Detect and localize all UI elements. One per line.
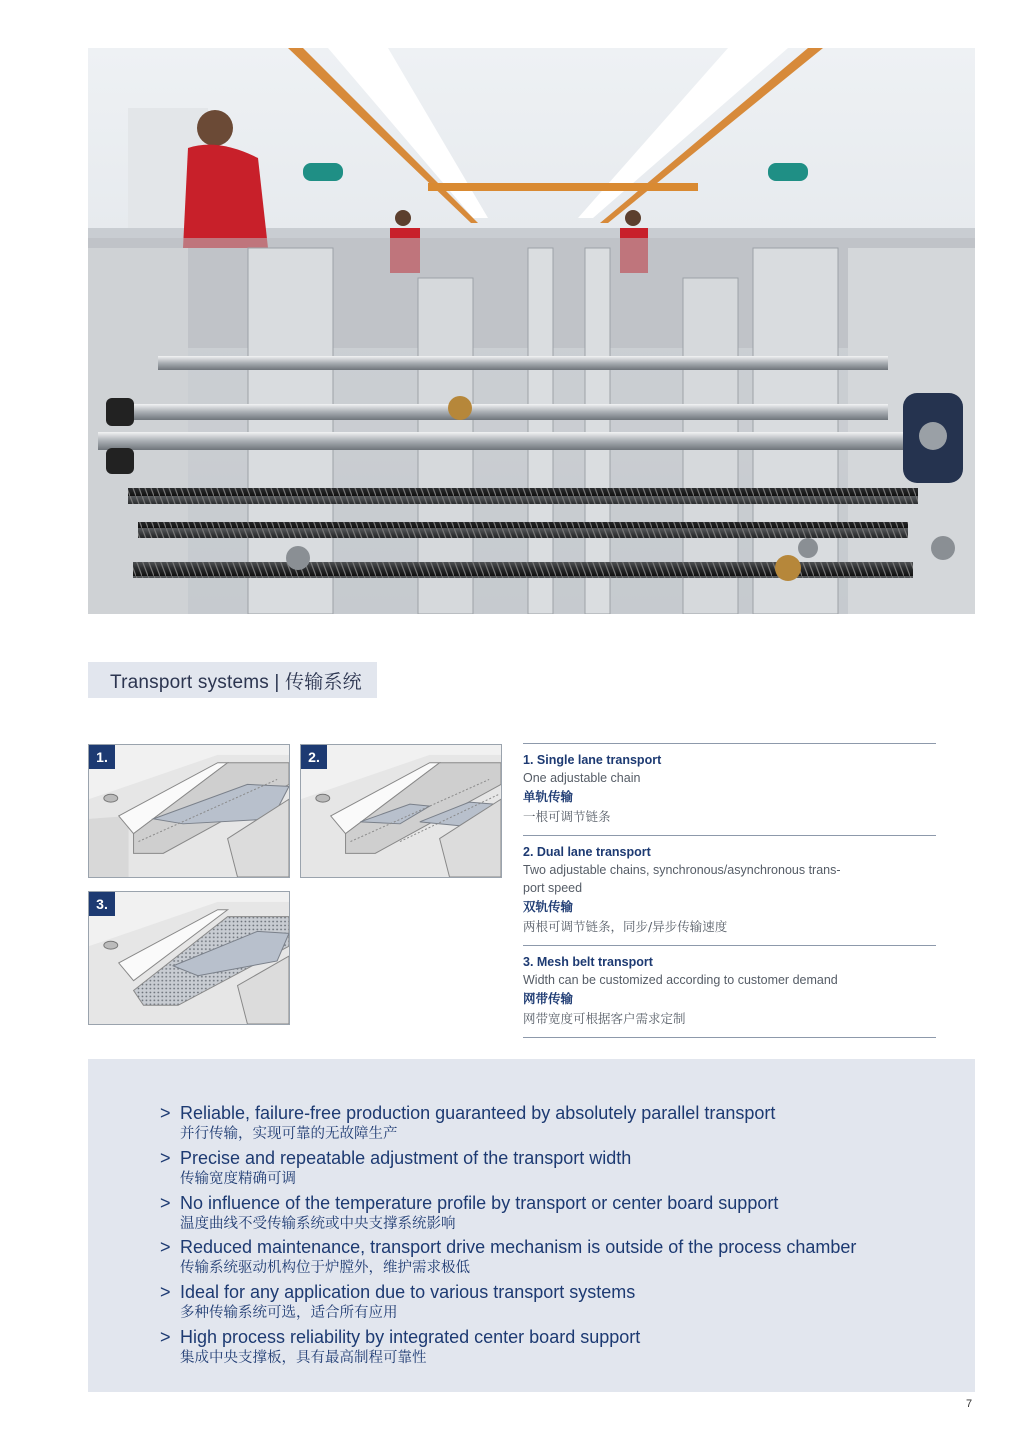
spec-description: One adjustable chain — [523, 771, 641, 785]
spec-description-cn: 网带宽度可根据客户需求定制 — [523, 1011, 686, 1026]
single-lane-illustration — [89, 745, 289, 877]
spec-description-cn: 两根可调节链条，同步/异步传输速度 — [523, 919, 728, 934]
diagram-single-lane — [88, 744, 290, 878]
diagram-number: 3. — [89, 892, 115, 916]
mesh-belt-illustration — [89, 892, 289, 1024]
chevron-right-icon: > — [160, 1327, 171, 1347]
spec-title: 2. Dual lane transport — [523, 845, 651, 859]
chevron-right-icon: > — [160, 1103, 171, 1123]
spec-item-dual-lane — [523, 835, 936, 945]
diagram-number: 2. — [301, 745, 327, 769]
spec-title-cn: 网带传输 — [523, 991, 574, 1006]
benefit-text: High process reliability by integrated center board support — [180, 1327, 641, 1347]
section-title: Transport systems | 传输系统 — [88, 662, 377, 698]
spec-title-cn: 单轨传输 — [523, 789, 574, 804]
transport-spec-list — [523, 743, 936, 1038]
benefit-text-cn: 传输宽度精确可调 — [180, 1171, 296, 1187]
spec-description: Width can be customized according to customer demand — [523, 973, 838, 987]
spec-description-line2: port speed — [523, 881, 583, 895]
benefit-text: Ideal for any application due to various transport systems — [180, 1282, 636, 1302]
benefit-text-cn: 传输系统驱动机构位于炉膛外，维护需求极低 — [180, 1260, 470, 1276]
benefit-text: Reduced maintenance, transport drive mechanism is outside of the process chamber — [180, 1237, 857, 1257]
spec-item-mesh-belt — [523, 945, 936, 1038]
benefit-text-cn: 温度曲线不受传输系统或中央支撑系统影响 — [180, 1216, 456, 1232]
benefit-text: No influence of the temperature profile by transport or center board support — [180, 1193, 779, 1213]
chevron-right-icon: > — [160, 1148, 171, 1168]
diagram-number: 1. — [89, 745, 115, 769]
spec-title-cn: 双轨传输 — [523, 899, 574, 914]
page-number: 7 — [966, 1398, 973, 1410]
benefits-panel — [88, 1059, 975, 1392]
diagram-dual-lane — [300, 744, 502, 878]
benefit-text-cn: 多种传输系统可选，适合所有应用 — [180, 1305, 398, 1321]
chevron-right-icon: > — [160, 1193, 171, 1213]
spec-description-cn: 一根可调节链条 — [523, 809, 611, 824]
spec-description-line1: Two adjustable chains, synchronous/asynchronous trans- — [523, 863, 841, 877]
chevron-right-icon: > — [160, 1282, 171, 1302]
spec-title: 3. Mesh belt transport — [523, 955, 653, 969]
diagram-mesh-belt — [88, 891, 290, 1025]
benefit-text: Reliable, failure-free production guaranteed by absolutely parallel transport — [180, 1103, 776, 1123]
benefit-text: Precise and repeatable adjustment of the transport width — [180, 1148, 632, 1168]
dual-lane-illustration — [301, 745, 501, 877]
spec-item-single-lane — [523, 743, 936, 835]
benefit-text-cn: 并行传输，实现可靠的无故障生产 — [180, 1126, 398, 1142]
hero-machine-photo — [88, 48, 975, 614]
spec-title: 1. Single lane transport — [523, 753, 662, 767]
benefit-text-cn: 集成中央支撑板，具有最高制程可靠性 — [180, 1350, 427, 1366]
chevron-right-icon: > — [160, 1237, 171, 1257]
